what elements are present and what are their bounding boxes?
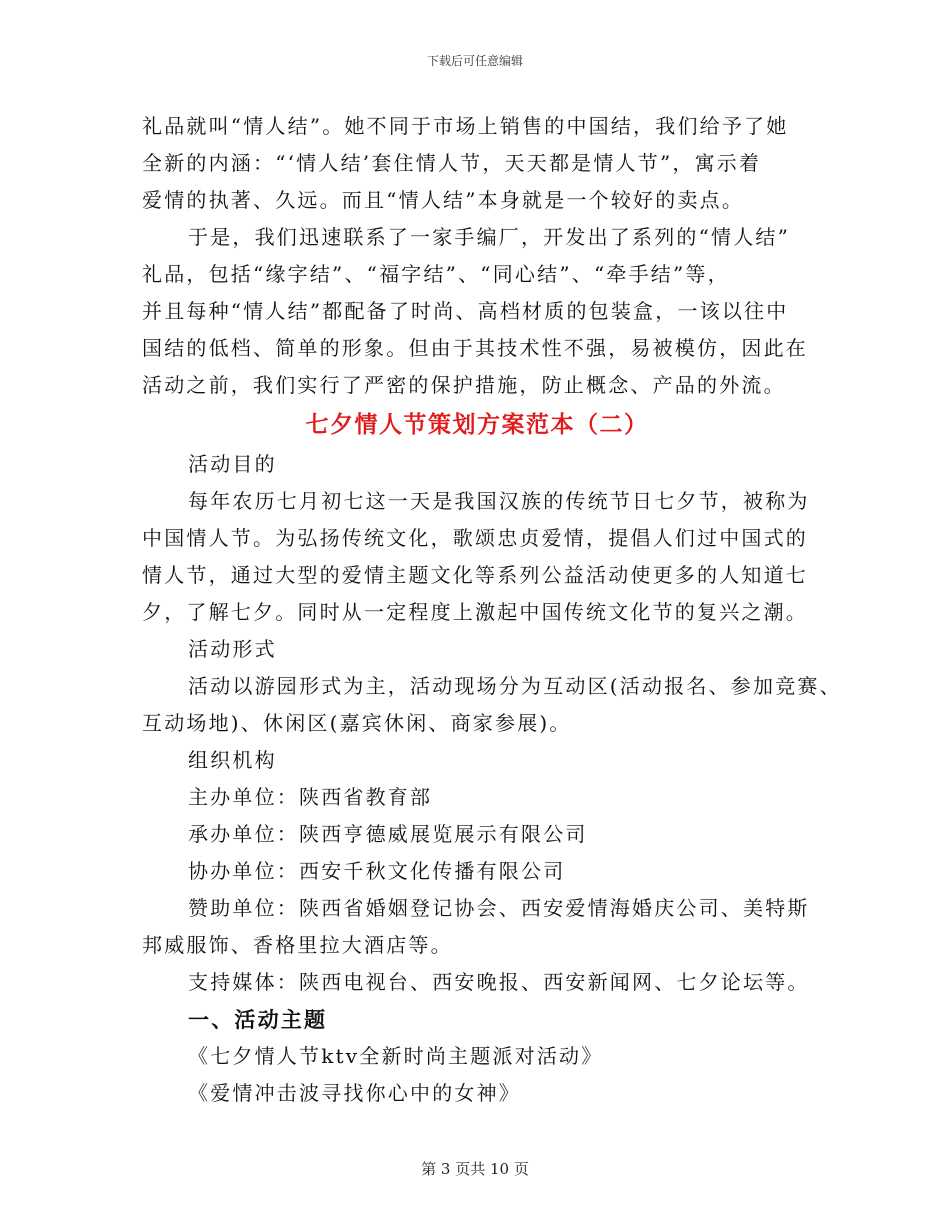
- subsection-label: 活动形式: [188, 637, 277, 661]
- body-line: 礼品，包括“缘字结”、“福字结”、“同心结”、“牵手结”等，: [142, 262, 730, 286]
- section-title: 七夕情人节策划方案范本（二）: [305, 411, 649, 438]
- body-line: 活动以游园形式为主，活动现场分为互动区(活动报名、参加竞赛、: [188, 674, 842, 698]
- body-line: 互动场地)、休闲区(嘉宾休闲、商家参展)。: [142, 711, 572, 735]
- body-line: 礼品就叫“情人结”。她不同于市场上销售的中国结，我们给予了她: [142, 114, 789, 138]
- body-line: 国结的低档、简单的形象。但由于其技术性不强，易被模仿，因此在: [142, 336, 808, 360]
- page-header: 下载后可任意编辑: [426, 54, 523, 68]
- body-line: 全新的内涵：“‘情人结’套住情人节，天天都是情人节”，寓示着: [142, 151, 762, 175]
- body-line: 每年农历七月初七这一天是我国汉族的传统节日七夕节，被称为: [188, 489, 810, 513]
- organizer-line: 支持媒体：陕西电视台、西安晚报、西安新闻网、七夕论坛等。: [188, 970, 810, 994]
- organizer-line: 主办单位：陕西省教育部: [188, 785, 433, 809]
- body-line: 夕，了解七夕。同时从一定程度上激起中国传统文化节的复兴之潮。: [142, 600, 808, 624]
- theme-line: 《爱情冲击波寻找你心中的女神》: [188, 1081, 521, 1105]
- numbered-heading: 一、活动主题: [188, 1007, 328, 1032]
- organizer-line: 承办单位：陕西亨德威展览展示有限公司: [188, 822, 588, 846]
- page-footer: 第 3 页共 10 页: [421, 1160, 529, 1178]
- body-line: 活动之前，我们实行了严密的保护措施，防止概念、产品的外流。: [142, 373, 786, 397]
- body-line: 爱情的执著、久远。而且“情人结”本身就是一个较好的卖点。: [142, 188, 745, 212]
- subsection-label: 活动目的: [188, 452, 277, 476]
- body-line: 情人节，通过大型的爱情主题文化等系列公益活动使更多的人知道七: [142, 563, 808, 587]
- subsection-label: 组织机构: [188, 748, 277, 772]
- document-body: [142, 108, 842, 1112]
- organizer-line: 协办单位：西安千秋文化传播有限公司: [188, 859, 566, 883]
- organizer-line: 赞助单位：陕西省婚姻登记协会、西安爱情海婚庆公司、美特斯: [188, 896, 810, 920]
- body-line: 中国情人节。为弘扬传统文化，歌颂忠贞爱情，提倡人们过中国式的: [142, 526, 808, 550]
- body-line: 于是，我们迅速联系了一家手编厂，开发出了系列的“情人结”: [188, 225, 791, 249]
- organizer-line: 邦威服饰、香格里拉大酒店等。: [142, 933, 453, 957]
- body-line: 并且每种“情人结”都配备了时尚、高档材质的包装盒，一该以往中: [142, 299, 789, 323]
- theme-line: 《七夕情人节ktv全新时尚主题派对活动》: [188, 1044, 604, 1068]
